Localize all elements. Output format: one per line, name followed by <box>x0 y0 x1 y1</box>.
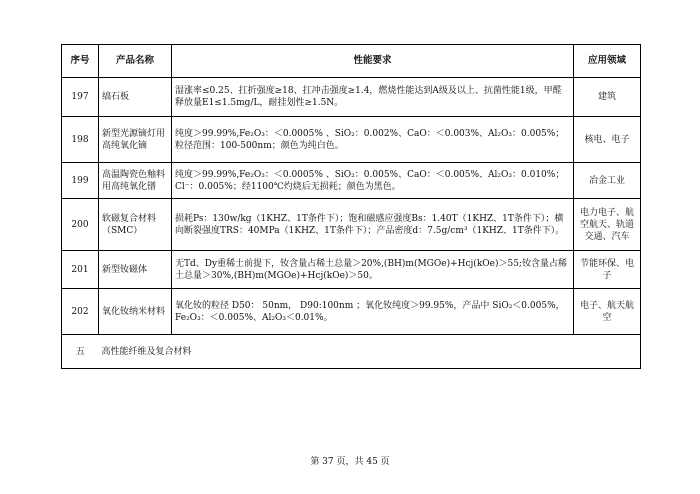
section-title: 高性能纤维及复合材料 <box>99 335 641 369</box>
row-name <box>99 78 172 117</box>
row-application: 电子、航天航空 <box>574 289 641 335</box>
row-name-line: 缟石板 <box>102 92 130 102</box>
page-footer: 第 37 页，共 45 页 <box>310 457 390 467</box>
row-name-line: 软磁复合材料 <box>102 213 157 224</box>
row-name-line: 高纯氧化镝 <box>102 140 148 151</box>
row-application: 节能环保、电子 <box>574 251 641 289</box>
table-row <box>62 78 641 117</box>
row-application: 建筑 <box>574 78 641 117</box>
row-no: 200 <box>62 199 99 251</box>
row-no: 201 <box>62 251 99 289</box>
row-performance: 纯度＞99.99%,Fe₂O₃：＜0.0005% 、SiO₂：0.002%、CaO：＜0.003%、Al₂O₃：0.005%； 粒径范围：100-500nm；颜色为纯白色。 <box>172 117 574 163</box>
row-name-line: 新型钕磁体 <box>102 264 148 275</box>
row-application: 冶金工业 <box>574 163 641 199</box>
row-application: 电力电子、航空航天、轨道交通、汽车 <box>574 199 641 251</box>
header-performance: 性能要求 <box>172 45 574 78</box>
row-performance: 纯度＞99.99%,Fe₂O₃：＜0.0005% 、SiO₂：0.005%、CaO：＜0.005%、Al₂O₃：0.010%；Cl⁻：0.005%；经1100℃灼烧后无损耗；颜色为黑色。 <box>172 163 574 199</box>
row-name <box>99 251 172 289</box>
table-row <box>62 289 641 335</box>
row-no: 202 <box>62 289 99 335</box>
header-no: 序号 <box>62 45 99 78</box>
row-name <box>99 163 172 199</box>
row-name-line: 新型光源镝灯用 <box>102 128 166 139</box>
table-header-row <box>62 45 641 78</box>
table-row <box>62 163 641 199</box>
row-name-line: 氧化钕纳米材料 <box>102 306 166 317</box>
row-performance: 氧化钕的粒径 D50： 50nm， D90:100nm ；氧化钕纯度＞99.95%，产品中 SiO₂＜0.005%，Fe₂O₃：＜0.005%、Al₂O₃＜0.01%。 <box>172 289 574 335</box>
product-table <box>61 44 641 369</box>
row-no: 198 <box>62 117 99 163</box>
header-name: 产品名称 <box>99 45 172 78</box>
row-name-line: （SMC） <box>102 225 143 236</box>
table-row <box>62 199 641 251</box>
row-name-line: 用高纯氧化镨 <box>102 181 157 192</box>
row-performance: 无Td、Dy重稀土前提下，钕含量占稀土总量＞20%,(BH)m(MGOe)+Hcj(kOe)＞55;钕含量占稀土总量＞30%,(BH)m(MGOe)+Hcj(kOe)＞50。 <box>172 251 574 289</box>
section-row <box>62 335 641 369</box>
row-performance: 湿涨率≤0.25、扛折强度≥18、扛冲击强度≥1.4，燃烧性能达到A级及以上、抗菌性能1级，甲醛释放量E1≤1.5mg/L，耐挂划性≥1.5N。 <box>172 78 574 117</box>
row-application: 核电、电子 <box>574 117 641 163</box>
row-name-line: 高温陶瓷色釉料 <box>102 169 166 180</box>
row-no: 197 <box>62 78 99 117</box>
row-performance: 损耗Ps：130w/kg（1KHZ、1T条件下）；饱和磁感应强度Bs：1.40T（1KHZ、1T条件下）；横向断裂强度TRS：40MPa（1KHZ、1T条件下）；产品密度d：7.5g/cm³（1KHZ、1T条件下）。 <box>172 199 574 251</box>
table-row <box>62 117 641 163</box>
header-application: 应用领域 <box>574 45 641 78</box>
row-no: 199 <box>62 163 99 199</box>
row-name <box>99 199 172 251</box>
row-name <box>99 289 172 335</box>
section-number: 五 <box>62 335 99 369</box>
row-name <box>99 117 172 163</box>
table-row <box>62 251 641 289</box>
